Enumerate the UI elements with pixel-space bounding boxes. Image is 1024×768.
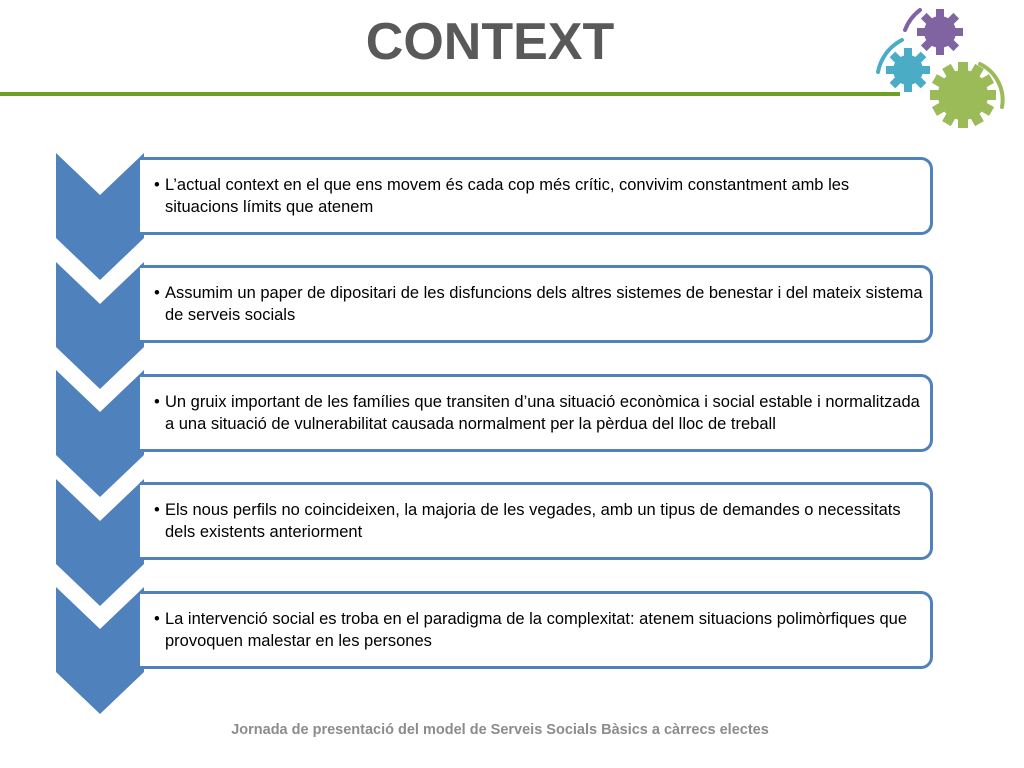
chevron-5 — [56, 587, 144, 714]
chevron-2 — [56, 262, 144, 389]
statement-row — [140, 608, 930, 652]
statement-text: Un gruix important de les famílies que transiten d’una situació econòmica i social estable i normalitzada a una situació de vulnerabilitat causada normalment per la pèrdua del lloc de treball — [165, 393, 920, 433]
bullet: • — [154, 284, 160, 302]
statement-box-1 — [140, 157, 933, 235]
statement-row — [140, 282, 930, 326]
bullet: • — [154, 176, 160, 194]
chevron-1 — [56, 153, 144, 280]
bullet: • — [154, 393, 160, 411]
bullet: • — [154, 501, 160, 519]
statement-text: Assumim un paper de dipositari de les disfuncions dels altres sistemes de benestar i del mateix sistema de serveis socials — [165, 284, 923, 324]
bullet: • — [154, 610, 160, 628]
statement-row — [140, 174, 930, 218]
statement-text: Els nous perfils no coincideixen, la majoria de les vegades, amb un tipus de demandes o necessitats dels existents anteriorment — [165, 501, 901, 541]
statement-box-2 — [140, 265, 933, 343]
chevron-4 — [56, 479, 144, 606]
statement-box-3 — [140, 374, 933, 452]
statement-box-4 — [140, 482, 933, 560]
slide-footer: Jornada de presentació del model de Serveis Socials Bàsics a càrrecs electes — [231, 722, 769, 738]
slide-title: CONTEXT — [365, 13, 615, 71]
statement-row — [140, 391, 930, 435]
chevron-3 — [56, 370, 144, 497]
statement-text: L’actual context en el que ens movem és cada cop més crític, convivim constantment amb les situacions límits que atenem — [165, 176, 850, 216]
statement-text: La intervenció social es troba en el paradigma de la complexitat: atenem situacions polimòrfiques que provoquen malestar en les persones — [165, 610, 908, 650]
statement-row — [140, 499, 930, 543]
statement-box-5 — [140, 591, 933, 669]
